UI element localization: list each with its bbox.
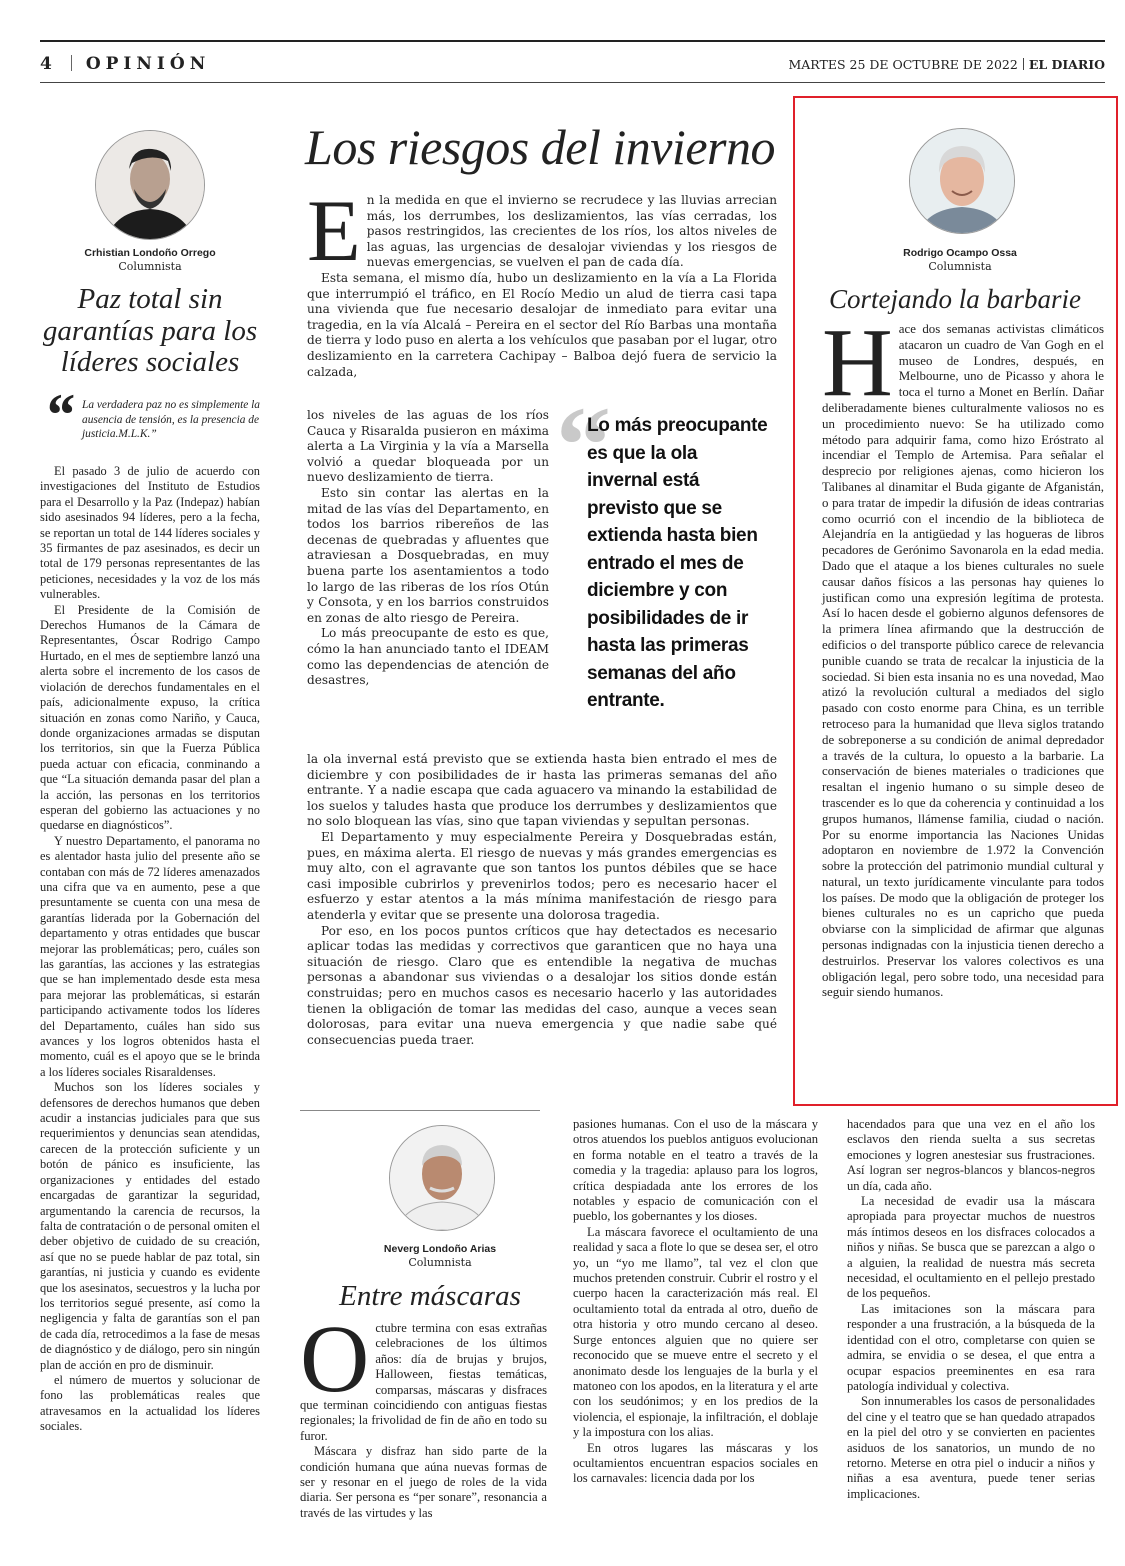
page-section-label [40,54,210,74]
editorial-body [307,752,777,1048]
paragraph: el número de muertos y solucionar de fono las problemáticas reales que atravesamos en la actualidad los líderes sociales. [40,1372,260,1434]
bottom-col-1 [300,1305,547,1521]
author-role: Columnista [408,1256,472,1269]
column-title-bottom: Entre máscaras [339,1280,521,1312]
paragraph: Esto sin contar las alertas en la mitad de las vías del Departamento, en todos los barrios ribereños de las decenas de quebradas y afluentes que atraviesan a Dosquebradas, en muy buena parte los asentamientos a todo lo largo de las riberas de los ríos Otún y Consota, y en los barrios construidos en zonas de alto riesgo de Pereira. [307,485,549,625]
newspaper-name: EL DIARIO [1028,57,1105,72]
paragraph: La máscara favorece el ocultamiento de una realidad y saca a flote lo que se desea ser, el otro yo, un “yo me llamo”, tal vez el clon que muchos pretenden construir. Cubrir el rostro y el cuerpo hacen la caracterización más real. El ocultamiento total da entrada al otro, dueño de otra historia y otro mundo cercano al deseo. Surge entonces alguien que no quiere ser reconocido que se mueve entre el secreto y el anonimato desde los lenguajes de la burla y el matoneo con los apodos, en la literatura y el arte con los seudónimos; y en los predios de la violencia, el espionaje, la infiltración, el doblaje y la impostura con los alias. [573,1224,818,1440]
editorial-narrow [307,408,549,689]
paragraph: n la medida en que el invierno se recrudece y las lluvias arrecian más, los derrumbes, los deslizamientos, las vías cerradas, los pasos restringidos, las crecientes de los ríos, los altos niveles de las aguas, las urgencias de desalojar viviendas y los riesgos de nuevas emergencias, se vuelven el pan de cada día. [366,193,777,270]
author-byline-left [60,247,240,273]
paragraph: Son innumerables los casos de personalidades del cine y el teatro que se han quedado atrapados en la piel del otro y se convierten en pacientes asiduos de los sanatorios, un mundo de no retorno. Meterse en otra piel o inducir a niños y niñas a esa aventura, puede tener serias implicaciones. [847,1394,1095,1501]
author-photo-right [909,128,1015,234]
dropcap: H [822,309,893,417]
paragraph: En otros lugares las máscaras y los ocultamientos encuentran espacios sociales en los carnavales: licencia dada por los [573,1440,818,1486]
author-byline-bottom [330,1243,550,1269]
author-name: Crhistian Londoño Orrego [84,247,216,259]
bottom-col-2 [573,1117,818,1487]
paragraph: El Departamento y muy especialmente Pereira y Dosquebradas están, pues, en máxima alerta. El riesgo de nuevas y más grandes emergencias es muy alto, con el agravante que son tantos los puntos débiles que se hace casi imposible cubrirlos y prevenirlos todos; pero es necesario hacer el esfuerzo y estar atentos a la más mínima manifestación de riesgo para atenderla y evitar que se presente una dolorosa tragedia. [307,829,777,922]
dateline [788,57,1105,72]
column-title-right: Cortejando la barbarie [828,284,1081,314]
paragraph: Máscara y disfraz han sido parte de la condición humana que aúna nuevas formas de ser y resonar en el juego de roles de la vida diaria. Ser persona es “per sonare”, resonancia a través de las virtudes y las [300,1444,547,1520]
paragraph: la ola invernal está previsto que se extienda hasta bien entrado el mes de diciembre y con posibilidades de ir hasta las primeras semanas del año entrante. Y a nadie escapa que cada aguacero va minando la estabilidad de los suelos y taludes hasta que produce los derrumbes y deslizamientos que no solo bloquean las vías, sino que tapan viviendas y sepultan personas. [307,752,777,829]
epigraph: La verdadera paz no es simplemente la ausencia de tensión, es la presencia de justicia.M.L.K.” [82,399,261,440]
editorial-title: Los riesgos del invierno [305,119,775,175]
paragraph: ctubre termina con esas extrañas celebraciones de los últimos años: día de brujas y brujos, Halloween, fiestas temáticas, comparsas, máscaras y disfraces que terminan coincidiendo con antiguas fiestas regionales; la frivolidad de fin de año en todo su furor. [300,1321,547,1443]
column-title-left: Paz total sin garantías para los líderes sociales [42,283,258,378]
dropcap: O [300,1305,370,1412]
author-byline-right [855,247,1065,273]
author-role: Columnista [928,260,992,273]
divider [300,1110,540,1111]
header-rule [40,82,1105,83]
quote-mark-icon: “ [44,382,74,448]
section-name: OPINIÓN [85,54,211,74]
paragraph: El pasado 3 de julio de acuerdo con investigaciones del Instituto de Estudios para el Desarrollo y la Paz (Indepaz) habían sido asesinados 94 líderes, pero a la fecha, se reportan un total de 144 líderes sociales y 35 firmantes de paz asesinados, es decir un total de 179 personas representantes de las peticiones, necesidades y la voz de los más vulnerables. [40,464,260,602]
paragraph: los niveles de las aguas de los ríos Cauca y Risaralda pusieron en máxima alerta a La Virginia y la vía a Marsella volvió a quedar bloqueada por un nuevo deslizamiento de tierra. [307,408,549,485]
pullquote: Lo más preocupante es que la ola invernal está previsto que se extienda hasta bien entrado el mes de diciembre y con posibilidades de ir hasta las primeras semanas del año entrante. [587,415,768,711]
paragraph: hacendados para que una vez en el año los esclavos den rienda suelta a sus secretas emociones y logren anestesiar sus frustraciones. Así logran ser negros-blancos y blancos-negros un día, cada año. [847,1117,1095,1193]
paragraph: Las imitaciones son la máscara para responder a una frustración, a la búsqueda de la identidad con el otro, completarse con quien se admira, se envidia o se desea, el que entra a ocupar espacios preeminentes en esa rara patología individual y colectiva. [847,1301,1095,1393]
column-body-left [40,464,260,1435]
paragraph: Y nuestro Departamento, el panorama no es alentador hasta julio del presente año se contaban con más de 72 líderes amenazados una cifra que va en aumento, pese a que presuntamente se cuenta con una mesa de garantías liderada por la Gobernación del departamento y otras entidades que buscar mejorar las problemáticas; pero, cuáles son las garantías, las acciones y las estrategias que se han implementado desde esta mesa para mejorar las problemáticas, si estarán participando activamente todos los líderes del Departamento, cuáles han sido sus avances y los logros obtenidos hasta el momento, cuál es el apoyo que se le brinda a los líderes sociales Risaraldenses. [40,833,260,1079]
paragraph: La necesidad de evadir usa la máscara apropiada para proyectar muchos de nuestros más íntimos deseos en los disfraces colocados a niños y niñas. Se busca que se parezcan a algo o a alguien, la realidad de nuestra más secreta necesidad, el ocultamiento en el pellejo prestado de los pequeños. [847,1194,1095,1301]
paragraph: ace dos semanas activistas climáticos atacaron un cuadro de Van Gogh en el museo de Londres, después, en Melbourne, uno de Picasso y ahora le toca el turno a Monet en Berlín. Dañar deliberadamente bienes culturalmente valiosos no es un procedimiento nuevo: Se ha utilizado como método para adquirir fama, como hizo Eróstrato al incendiar el Templo de Artemisa. Para señalar el desprecio por religiones ajenas, como hicieron los Talibanes al dinamitar el Buda gigante de Afganistán, o para tratar de impedir la difusión de ideas contrarias como ocurrió con el incendio de la biblioteca de Alejandría en la antigüedad y las hogueras de libros pecadores de Gerónimo Savonarola en la edad media. Dado que el ataque a los bienes culturales no suele causar daños físicos a las personas hay quienes lo justifican como una expresión legítima de protesta. Así lo hacen desde el gobierno algunos defensores de la primera línea afirmando que la destrucción de edificios o del transporte público carece de relevancia punible cuando se trata de recalcar la injusticia de la sociedad. Si bien esta insania no es una novedad, Mao atizó la revolución cultural a mediados del siglo pasado con costo enorme para China, es un terrible retroceso para la humanidad que lleva siglos tratando de sobreponerse a su condición de animal depredador a través de la cultura, lo opuesto a la barbarie. La conservación de bienes materiales o tradiciones que resaltan el ingenio humano o su simple deseo de trascender es lo que da coherencia y continuidad a los grupos humanos, llámense familia, ciudad o nación. Por su enorme importancia las Naciones Unidas adoptaron en noviembre de 1.972 la Convención sobre la protección del patrimonio mundial cultural y natural, un texto jurídicamente vinculante para todos los países. De modo que la obligación de proteger los bienes culturales no es un capricho que pueda obviarse con la simplicidad de afirmar que algunas personas indignadas con la injusticia tienen derecho a destruirlos. Preservar los valores colectivos es una obligación legal, pero sobre todo, una necesidad para seguir siendo humanos. [822,322,1104,1000]
paragraph: El Presidente de la Comisión de Derechos Humanos de la Cámara de Representantes, Óscar Rodrigo Campo Hurtado, en el mes de septiembre lanzó una alerta sobre el incremento de los casos de violación de derechos fundamentales en el país, adicionalmente expuso, la crítica situación en zonas como Nariño, y Cauca, donde organizaciones armadas se disputan los territorios, sin que la Fuerza Pública pueda actuar con eficacia, conminando a que “La situación demanda pasar del plan a la acción, las personas en los territorios esperan del gobierno las actuaciones y no quedarse en diagnósticos”. [40,602,260,833]
paragraph: Lo más preocupante de esto es que, cómo la han anunciado tanto el IDEAM como las dependencias de atención de desastres, [307,626,549,688]
author-photo-bottom [389,1125,495,1231]
paragraph: pasiones humanas. Con el uso de la máscara y otros atuendos los pueblos antiguos evolucionan en forma notable en el teatro a través de la comedia y la tragedia: aplauso para los logros, crítica despiadada ante los errores de los notables y espacio de comunicación con el pueblo, los gobernantes y los dioses. [573,1117,818,1224]
editorial-intro [307,183,777,380]
author-photo-left [95,130,205,240]
paragraph: Por eso, en los pocos puntos críticos que hay detectados es necesario aplicar todas las medidas y correctivos que garanticen que no haya una situación de riesgo. Claro que es entendible la negativa de muchas personas a abandonar sus viviendas o a desalojar los sitios donde están construidas; pero en muchos casos es necesario hacerlo y las autoridades tienen la obligación de tomar las medidas del caso, aunque a veces sean dolorosas, para evitar una nueva emergencia y que nadie sabe qué consecuencias pueda traer. [307,923,777,1047]
author-name: Neverg Londoño Arias [383,1243,497,1255]
column-body-right [822,309,1104,1001]
page-number: 4 [40,54,57,74]
dropcap: E [307,183,361,280]
pullquote-mark-icon: “ [556,384,611,506]
paragraph: Muchos son los líderes sociales y defensores de derechos humanos que deben acudir a instancias judiciales para que sus requerimientos y denuncias sean atendidas, carecen de la protección suficiente y un botón de pánico es insuficiente, las organizaciones y entidades del estado encargadas de garantizar la seguridad, argumentando la carencia de recursos, la falta de contratación o de personal omiten el deber objetivo de cuidado de su creación, así que no se puede hablar de paz total, sin garantías, ni justicia y cuando es evidente que los asesinatos, secuestros y la lucha por los territorios segué presente, así como la negligencia y falta de garantías son el pan de cada día, retrocedimos a la fase de mesas de diagnóstico y de diálogo, pero sin ningún plan de acción en pro de disminuir. [40,1080,260,1372]
author-name: Rodrigo Ocampo Ossa [903,247,1017,259]
date: MARTES 25 DE OCTUBRE DE 2022 [788,57,1018,72]
top-rule [40,40,1105,42]
author-role: Columnista [118,260,182,273]
paragraph: Esta semana, el mismo día, hubo un deslizamiento en la vía a La Florida que interrumpió el tráfico, en El Rocío Medio un alud de tierra casi tapa una vivienda que fue necesario desalojar de inmediato para evitar una tragedia, en la vía Alcalá – Pereira en el sector del Río Barbas una montaña de tierra y lodo puso en alerta a los vehículos que pasaban por el lugar, otro deslizamiento en la carretera Cachipay – Balboa dejó fuera de servicio la calzada, [307,270,777,379]
bottom-col-3 [847,1117,1095,1502]
